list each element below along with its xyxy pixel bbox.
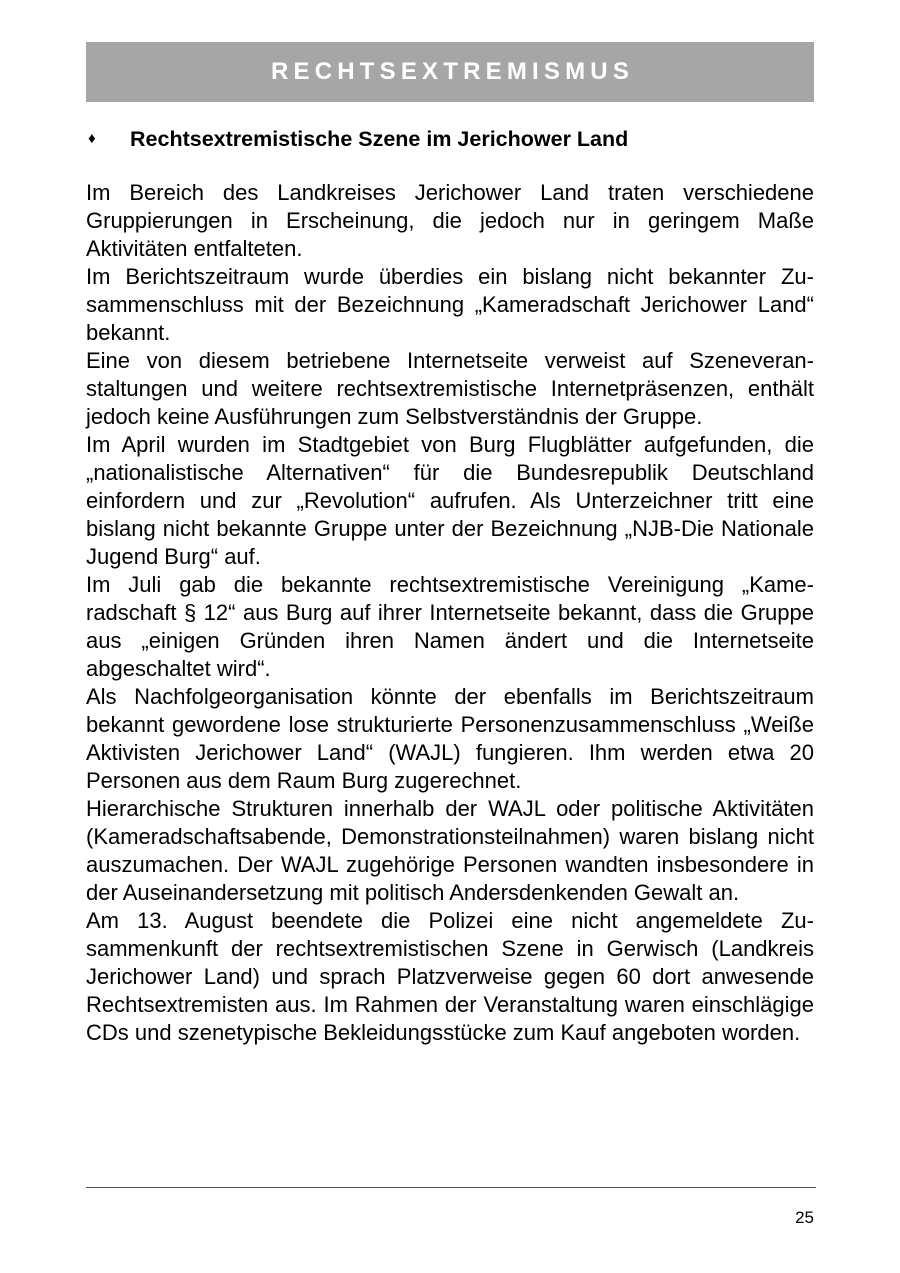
paragraph: Im Berichtszeitraum wurde überdies ein bislang nicht bekannter Zusammenschluss mit der Bezeichnung „Kameradschaft Jerichower Land“ bekannt. <box>86 264 814 345</box>
chapter-header-band <box>86 42 814 102</box>
paragraph: Im Bereich des Landkreises Jerichower Land traten verschiedene Gruppierungen in Erscheinung, die jedoch nur in geringem Maße Aktivitäten entfalteten. <box>86 180 814 261</box>
paragraph: Im April wurden im Stadtgebiet von Burg Flugblätter aufgefunden, die „nationalistische Alternativen“ für die Bundesrepublik Deutschland einfordern und zur „Revolution“ aufrufen. Als Unterzeichner tritt eine bislang nicht bekannte Gruppe unter der Bezeichnung „NJB-Die Nationale Jugend Burg“ auf. <box>86 432 814 569</box>
section-heading-row <box>86 124 814 154</box>
chapter-title: RECHTSEXTREMISMUS <box>270 58 635 85</box>
footer-divider <box>86 1187 816 1188</box>
page-number: 25 <box>795 1208 814 1227</box>
paragraph: Hierarchische Strukturen innerhalb der WAJL oder politische Aktivitäten (Kameradschaftsabende, Demonstrationsteilnahmen) waren bislang nicht auszumachen. Der WAJL zugehörige Personen wandten insbesondere in der Auseinandersetzung mit politisch Andersdenkenden Gewalt an. <box>86 796 814 905</box>
paragraph: Am 13. August beendete die Polizei eine nicht angemeldete Zusammenkunft der rechtsextremistischen Szene in Gerwisch (Landkreis Jerichower Land) und sprach Platzverweise gegen 60 dort anwesende Rechtsextremisten aus. Im Rahmen der Veranstaltung waren einschlägige CDs und szenetypische Bekleidungsstücke zum Kauf angeboten worden. <box>86 908 814 1045</box>
section-heading: Rechtsextremistische Szene im Jerichower Land <box>130 127 629 151</box>
body-text <box>86 179 814 1047</box>
paragraph: Als Nachfolgeorganisation könnte der ebenfalls im Berichtszeitraum bekannt gewordene lose strukturierte Personenzusammenschluss „Weiße Aktivisten Jerichower Land“ (WAJL) fungieren. Ihm werden etwa 20 Personen aus dem Raum Burg zugerechnet. <box>86 684 814 793</box>
diamond-bullet-icon: ♦ <box>88 130 96 147</box>
paragraph: Im Juli gab die bekannte rechtsextremistische Vereinigung „Kameradschaft § 12“ aus Burg auf ihrer Internetseite bekannt, dass die Gruppe aus „einigen Gründen ihren Namen ändert und die Internetseite abgeschaltet wird“. <box>86 572 814 681</box>
paragraph: Eine von diesem betriebene Internetseite verweist auf Szeneveranstaltungen und weitere rechtsextremistische Internetpräsenzen, enthält jedoch keine Ausführungen zum Selbstverständnis der Gruppe. <box>86 348 814 429</box>
